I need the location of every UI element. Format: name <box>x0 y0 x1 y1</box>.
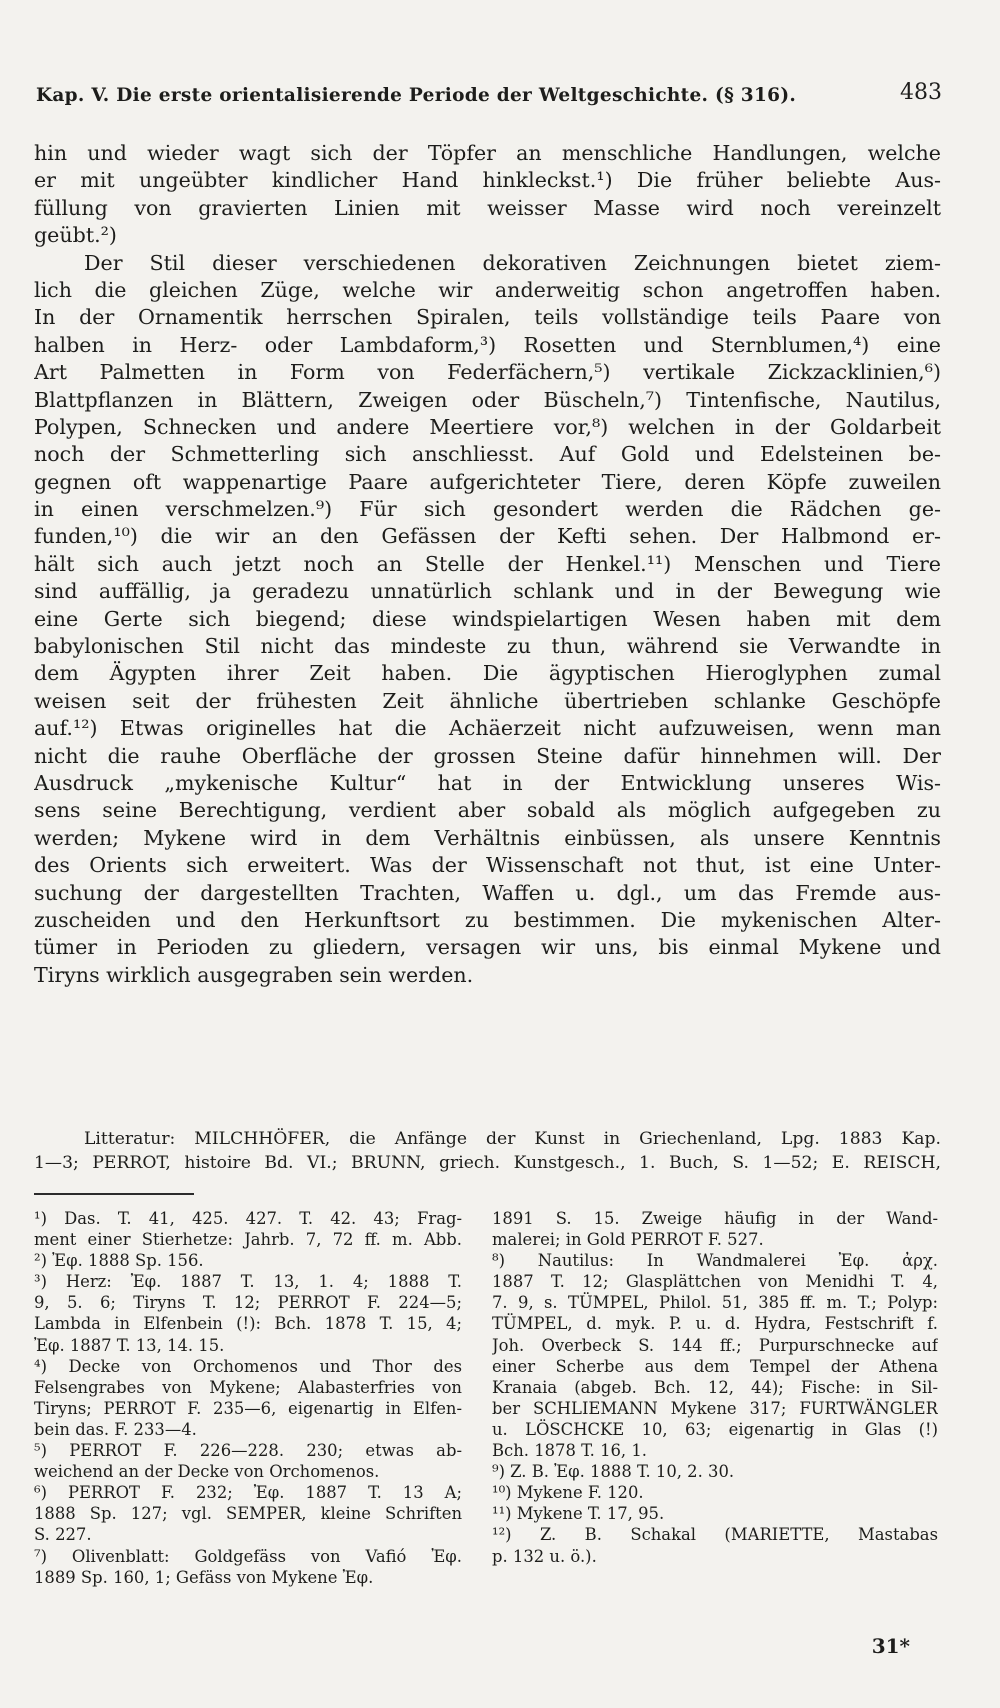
text-line: tümer in Perioden zu gliedern, versagen wir uns, bis einmal Mykene und <box>34 935 941 960</box>
footnote-line: ⁷) Olivenblatt: Goldgefäss von Vafió Ἐφ. <box>34 1546 462 1566</box>
footnote-line: ¹) Das. T. 41, 425. 427. T. 42. 43; Frag- <box>34 1209 462 1228</box>
footnote-line: 1891 S. 15. Zweige häufig in der Wand- <box>492 1209 938 1228</box>
text-line: funden,¹⁰) die wir an den Gefässen der Kefti sehen. Der Halbmond er- <box>34 524 941 549</box>
footnote-line: ment einer Stierhetze: Jahrb. 7, 72 ff. m. Abb. <box>34 1230 462 1250</box>
text-line: suchung der dargestellten Trachten, Waffen u. dgl., um das Fremde aus- <box>34 880 941 905</box>
footnote-line: ²) Ἐφ. 1888 Sp. 156. <box>34 1251 204 1271</box>
text-line: füllung von gravierten Linien mit weisser Masse wird noch vereinzelt <box>34 195 941 220</box>
footnote-line: ⁴) Decke von Orchomenos und Thor des <box>34 1356 462 1376</box>
footnote-line: bein das. F. 233—4. <box>34 1419 197 1439</box>
text-line: er mit ungeübter kindlicher Hand hinkleckst.¹) Die früher beliebte Aus- <box>34 168 941 193</box>
footnote-line: 1889 Sp. 160, 1; Gefäss von Mykene Ἐφ. <box>34 1567 374 1587</box>
footnote-line: 7. 9, s. TÜMPEL, Philol. 51, 385 ff. m. T.; Polyp: <box>492 1293 938 1313</box>
literature-line: Litteratur: MILCHHÖFER, die Anfänge der Kunst in Griechenland, Lpg. 1883 Kap. <box>84 1129 941 1149</box>
literature-line: 1—3; PERROT, histoire Bd. VI.; BRUNN, griech. Kunstgesch., 1. Buch, S. 1—52; E. REISCH, <box>34 1152 941 1173</box>
text-line: Art Palmetten in Form von Federfächern,⁵) vertikale Zickzacklinien,⁶) <box>34 360 941 385</box>
text-line: weisen seit der frühesten Zeit ähnliche übertrieben schlanke Geschöpfe <box>34 688 941 713</box>
footnote-line: TÜMPEL, d. myk. P. u. d. Hydra, Festschrift f. <box>492 1314 938 1334</box>
running-title: Kap. V. Die erste orientalisierende Periode der Weltgeschichte. (§ 316). <box>36 85 797 106</box>
signature-mark: 31* <box>871 1634 910 1658</box>
footnote-line: ¹²) Z. B. Schakal (MARIETTE, Mastabas <box>492 1525 938 1545</box>
footnote-line: malerei; in Gold PERROT F. 527. <box>492 1230 764 1250</box>
text-line: Polypen, Schnecken und andere Meertiere vor,⁸) welchen in der Goldarbeit <box>34 414 941 439</box>
text-line: des Orients sich erweitert. Was der Wissenschaft not thut, ist eine Unter- <box>34 853 941 878</box>
text-line: In der Ornamentik herrschen Spiralen, teils vollständige teils Paare von <box>34 305 941 330</box>
literature-paragraph <box>34 1128 941 1175</box>
text-line: dem Ägypten ihrer Zeit haben. Die ägyptischen Hieroglyphen zumal <box>34 661 941 686</box>
main-text <box>34 140 941 989</box>
footnote-line: Bch. 1878 T. 16, 1. <box>492 1441 647 1461</box>
footnote-line: ¹⁰) Mykene F. 120. <box>492 1483 644 1503</box>
text-line: hält sich auch jetzt noch an Stelle der Henkel.¹¹) Menschen und Tiere <box>34 551 941 576</box>
text-line: lich die gleichen Züge, welche wir anderweitig schon angetroffen haben. <box>34 277 941 302</box>
text-line: hin und wieder wagt sich der Töpfer an menschliche Handlungen, welche <box>34 141 941 165</box>
footnote-line: p. 132 u. ö.). <box>492 1546 597 1566</box>
footnote-line: 1887 T. 12; Glasplättchen von Menidhi T. 4, <box>492 1272 938 1292</box>
footnotes-right-column <box>492 1208 938 1567</box>
footnote-line: weichend an der Decke von Orchomenos. <box>34 1462 380 1482</box>
text-line: werden; Mykene wird in dem Verhältnis einbüssen, als unsere Kenntnis <box>34 825 941 850</box>
footnote-line: Kranaia (abgeb. Bch. 12, 44); Fische: in Sil- <box>492 1377 938 1397</box>
running-header <box>36 80 942 112</box>
footnote-line: S. 227. <box>34 1525 92 1545</box>
footnote-line: u. LÖSCHCKE 10, 63; eigenartig in Glas (!) <box>492 1419 938 1439</box>
footnote-line: 9, 5. 6; Tiryns T. 12; PERROT F. 224—5; <box>34 1293 462 1313</box>
text-line: eine Gerte sich biegend; diese windspielartigen Wesen haben mit dem <box>34 606 941 631</box>
footnote-line: 1888 Sp. 127; vgl. SEMPER, kleine Schriften <box>34 1504 462 1524</box>
footnote-line: ber SCHLIEMANN Mykene 317; FURTWÄNGLER <box>492 1398 938 1418</box>
footnote-line: Joh. Overbeck S. 144 ff.; Purpurschnecke auf <box>492 1335 938 1355</box>
footnote-line: ⁸) Nautilus: In Wandmalerei Ἐφ. ἀρχ. <box>492 1251 938 1271</box>
text-line: zuscheiden und den Herkunftsort zu bestimmen. Die mykenischen Alter- <box>34 907 941 932</box>
footnote-rule <box>34 1193 194 1195</box>
footnote-line: Ἐφ. 1887 T. 13, 14. 15. <box>34 1335 225 1355</box>
text-line: in einen verschmelzen.⁹) Für sich gesondert werden die Rädchen ge- <box>34 497 941 522</box>
footnote-line: Lambda in Elfenbein (!): Bch. 1878 T. 15, 4; <box>34 1314 462 1334</box>
page-number: 483 <box>900 80 942 105</box>
footnotes-left-column <box>34 1208 462 1588</box>
text-line: Tiryns wirklich ausgegraben sein werden. <box>34 962 474 987</box>
text-line: Der Stil dieser verschiedenen dekorativen Zeichnungen bietet ziem- <box>84 250 941 275</box>
text-line: sind auffällig, ja geradezu unnatürlich schlank und in der Bewegung wie <box>34 579 941 604</box>
text-line: gegnen oft wappenartige Paare aufgerichteter Tiere, deren Köpfe zuweilen <box>34 469 941 494</box>
text-line: Blattpflanzen in Blättern, Zweigen oder Büscheln,⁷) Tintenfische, Nautilus, <box>34 387 941 412</box>
footnote-line: ³) Herz: Ἐφ. 1887 T. 13, 1. 4; 1888 T. <box>34 1272 462 1292</box>
footnote-line: Felsengrabes von Mykene; Alabasterfries von <box>34 1377 462 1397</box>
footnote-line: ¹¹) Mykene T. 17, 95. <box>492 1504 665 1524</box>
text-line: geübt.²) <box>34 223 117 248</box>
footnote-line: Tiryns; PERROT F. 235—6, eigenartig in Elfen- <box>34 1398 462 1418</box>
text-line: halben in Herz- oder Lambdaform,³) Rosetten und Sternblumen,⁴) eine <box>34 332 941 357</box>
footnote-line: einer Scherbe aus dem Tempel der Athena <box>492 1356 938 1376</box>
footnote-line: ⁵) PERROT F. 226—228. 230; etwas ab- <box>34 1441 462 1461</box>
text-line: nicht die rauhe Oberfläche der grossen Steine dafür hinnehmen will. Der <box>34 743 941 768</box>
text-line: noch der Schmetterling sich anschliesst. Auf Gold und Edelsteinen be- <box>34 442 941 467</box>
text-line: babylonischen Stil nicht das mindeste zu thun, während sie Verwandte in <box>34 634 941 659</box>
footnote-line: ⁹) Z. B. Ἐφ. 1888 T. 10, 2. 30. <box>492 1462 735 1482</box>
text-line: auf.¹²) Etwas originelles hat die Achäerzeit nicht aufzuweisen, wenn man <box>34 716 941 741</box>
text-line: Ausdruck „mykenische Kultur“ hat in der Entwicklung unseres Wis- <box>34 770 941 795</box>
text-line: sens seine Berechtigung, verdient aber sobald als möglich aufgegeben zu <box>34 798 941 823</box>
footnote-line: ⁶) PERROT F. 232; Ἐφ. 1887 T. 13 A; <box>34 1483 462 1503</box>
